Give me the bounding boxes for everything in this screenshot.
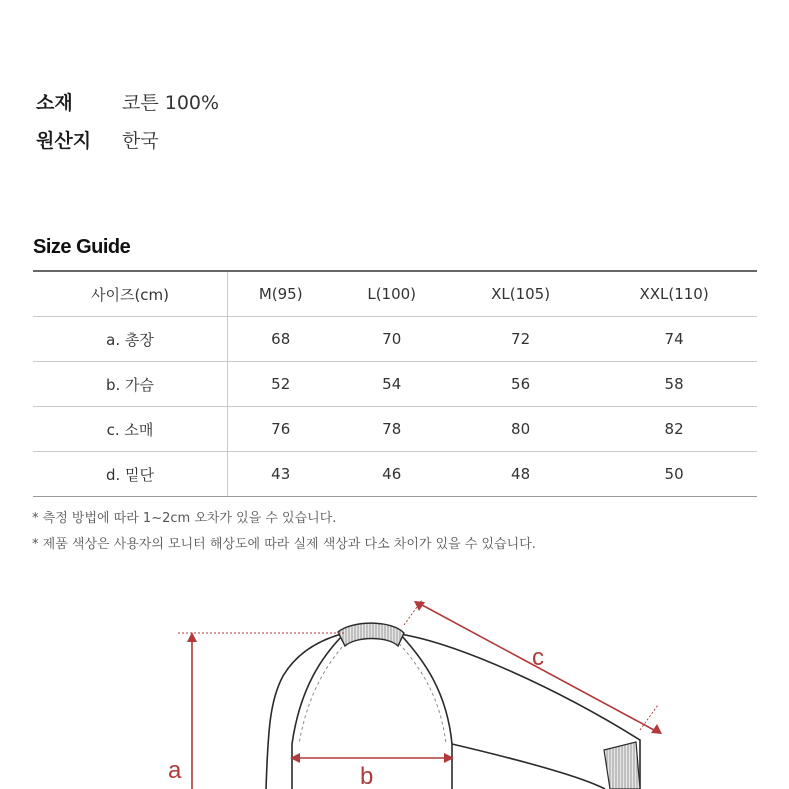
garment-measurement-diagram [0,580,789,789]
table-row-label: a. 총장 [33,317,228,362]
table-row [33,317,757,362]
table-row [33,452,757,497]
cuff [604,742,640,789]
table-cell: 56 [450,362,591,407]
table-row [33,362,757,407]
measure-label-a: a [168,757,182,784]
table-cell: 58 [591,362,757,407]
table-cell: 80 [450,407,591,452]
note-color: * 제품 색상은 사용자의 모니터 해상도에 따라 실제 색상과 다소 차이가 있을 수 있습니다. [32,537,536,552]
table-header-cell: XXL(110) [591,271,757,317]
table-row-label: b. 가슴 [33,362,228,407]
table-cell: 43 [228,452,334,497]
table-cell: 70 [333,317,450,362]
table-cell: 68 [228,317,334,362]
table-cell: 82 [591,407,757,452]
table-cell: 52 [228,362,334,407]
table-row [33,407,757,452]
spec-value: 한국 [122,130,159,152]
table-cell: 74 [591,317,757,362]
measure-line-a [187,632,197,789]
table-header-cell: M(95) [228,271,334,317]
table-cell: 46 [333,452,450,497]
measure-label-c: c [532,644,544,671]
spec-label: 소재 [36,92,73,114]
table-cell: 78 [333,407,450,452]
table-cell: 72 [450,317,591,362]
table-header-cell: XL(105) [450,271,591,317]
table-row-label: c. 소매 [33,407,228,452]
table-header-cell: L(100) [333,271,450,317]
table-header-row [33,271,757,317]
spec-value: 코튼 100% [122,92,220,114]
table-header-cell: 사이즈(cm) [33,271,228,317]
sweater-outline [266,633,640,789]
spec-label: 원산지 [36,130,92,152]
table-cell: 54 [333,362,450,407]
stitch-lines [299,638,446,744]
guide-lines [178,600,658,730]
notes [32,510,536,562]
table-cell: 48 [450,452,591,497]
measure-line-b [290,753,454,763]
table-cell: 50 [591,452,757,497]
collar [338,623,404,646]
size-table [33,270,757,497]
size-guide-title: Size Guide [33,236,131,258]
table-row-label: d. 밑단 [33,452,228,497]
note-measurement: * 측정 방법에 따라 1~2cm 오차가 있을 수 있습니다. [32,511,337,526]
table-cell: 76 [228,407,334,452]
measure-label-b: b [360,763,374,789]
